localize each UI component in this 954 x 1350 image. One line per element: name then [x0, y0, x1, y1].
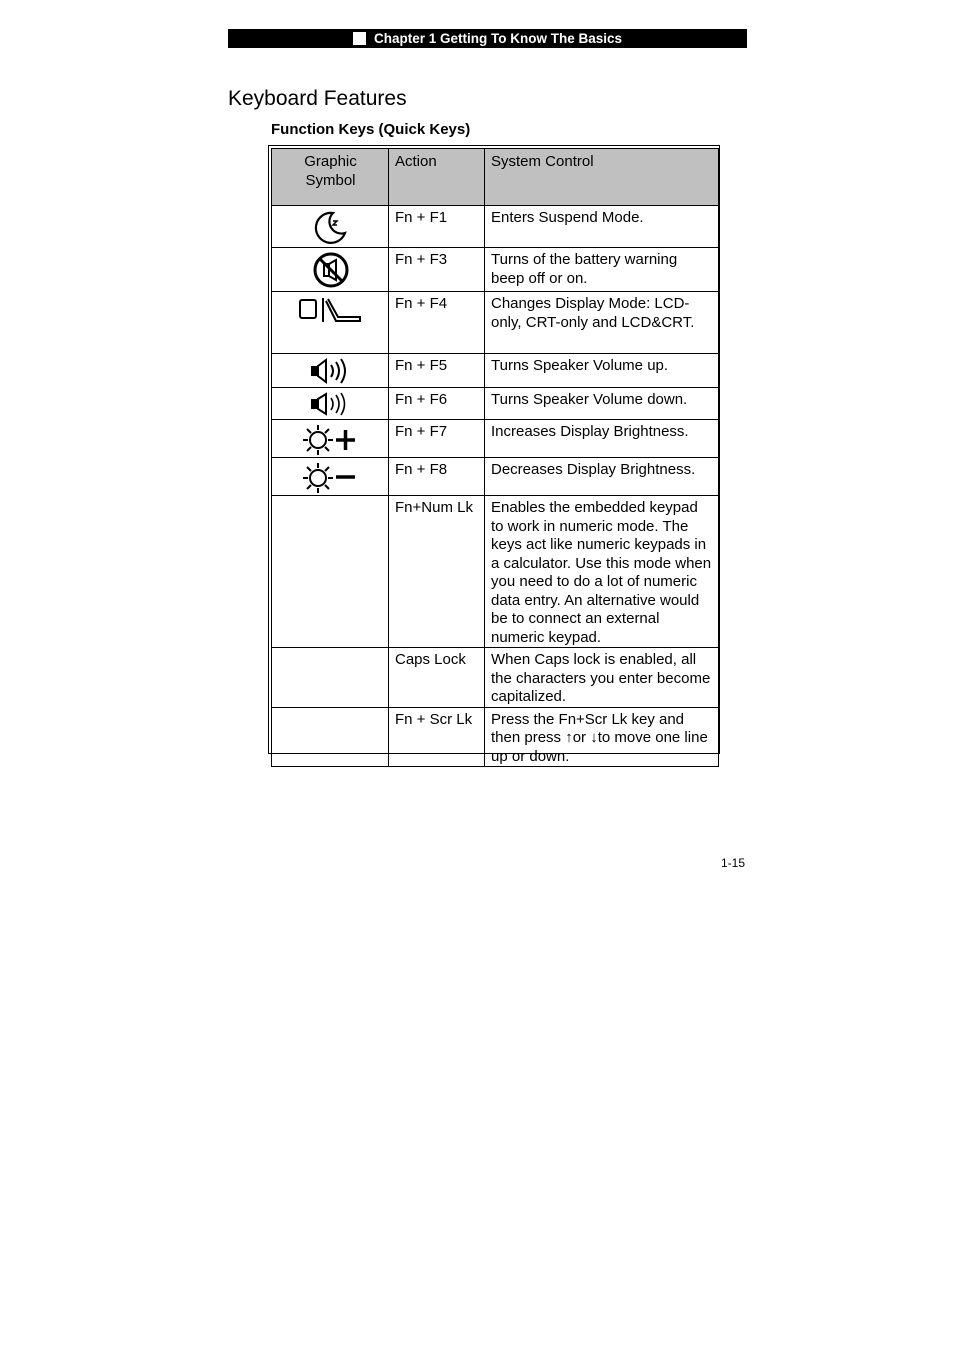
table-row	[272, 648, 719, 708]
control-cell: Enables the embedded keypad to work in numeric mode. The keys act like numeric keypads in a calculator. Use this mode when you need to do a lot of numeric data entry. An alternative would be to connect an external numeric keypad.	[485, 496, 719, 648]
suspend-moon-icon	[311, 209, 351, 247]
control-cell: Changes Display Mode: LCD-only, CRT-only and LCD&CRT.	[485, 292, 719, 354]
action-cell: Fn + F8	[389, 458, 485, 496]
symbol-cell-empty	[272, 496, 389, 648]
table-row	[272, 420, 719, 458]
volume-down-icon	[309, 391, 353, 417]
table-row	[272, 458, 719, 496]
action-cell: Fn + F4	[389, 292, 485, 354]
symbol-cell	[272, 458, 389, 496]
control-cell: Turns of the battery warning beep off or on.	[485, 248, 719, 292]
control-cell: When Caps lock is enabled, all the characters you enter become capitalized.	[485, 648, 719, 708]
symbol-cell	[272, 206, 389, 248]
brightness-down-icon	[303, 461, 359, 495]
action-cell: Fn + F7	[389, 420, 485, 458]
battery-beep-off-icon	[311, 251, 351, 289]
control-cell: Press the Fn+Scr Lk key and then press ↑or ↓to move one line up or down.	[485, 707, 719, 767]
header-system-control: System Control	[485, 149, 719, 206]
action-cell: Fn + F3	[389, 248, 485, 292]
page-title: Keyboard Features	[228, 87, 407, 110]
symbol-cell	[272, 292, 389, 354]
symbol-cell	[272, 354, 389, 388]
symbol-cell	[272, 248, 389, 292]
header-square-marker	[353, 32, 366, 45]
page-number: 1-15	[721, 856, 746, 870]
header-action: Action	[389, 149, 485, 206]
brightness-up-icon	[303, 423, 359, 457]
control-cell: Turns Speaker Volume down.	[485, 388, 719, 420]
section-title: Function Keys (Quick Keys)	[271, 121, 471, 138]
control-cell: Turns Speaker Volume up.	[485, 354, 719, 388]
table-row	[272, 707, 719, 767]
chapter-header-bar	[228, 29, 747, 48]
symbol-cell	[272, 420, 389, 458]
control-cell: Decreases Display Brightness.	[485, 458, 719, 496]
display-mode-icon	[298, 295, 364, 325]
action-cell: Fn+Num Lk	[389, 496, 485, 648]
table-header-row	[272, 149, 719, 206]
action-cell: Caps Lock	[389, 648, 485, 708]
chapter-title: Chapter 1 Getting To Know The Basics	[373, 31, 623, 46]
table-row	[272, 354, 719, 388]
symbol-cell-empty	[272, 707, 389, 767]
table-row	[272, 388, 719, 420]
symbol-cell-empty	[272, 648, 389, 708]
header-graphic-symbol: Graphic Symbol	[272, 149, 389, 206]
action-cell: Fn + F6	[389, 388, 485, 420]
control-cell: Increases Display Brightness.	[485, 420, 719, 458]
symbol-cell	[272, 388, 389, 420]
table-row	[272, 248, 719, 292]
control-cell: Enters Suspend Mode.	[485, 206, 719, 248]
volume-up-icon	[309, 357, 353, 385]
table-row	[272, 292, 719, 354]
action-cell: Fn + F5	[389, 354, 485, 388]
action-cell: Fn + Scr Lk	[389, 707, 485, 767]
action-cell: Fn + F1	[389, 206, 485, 248]
table-row	[272, 206, 719, 248]
table-row	[272, 496, 719, 648]
function-keys-table	[271, 148, 719, 767]
